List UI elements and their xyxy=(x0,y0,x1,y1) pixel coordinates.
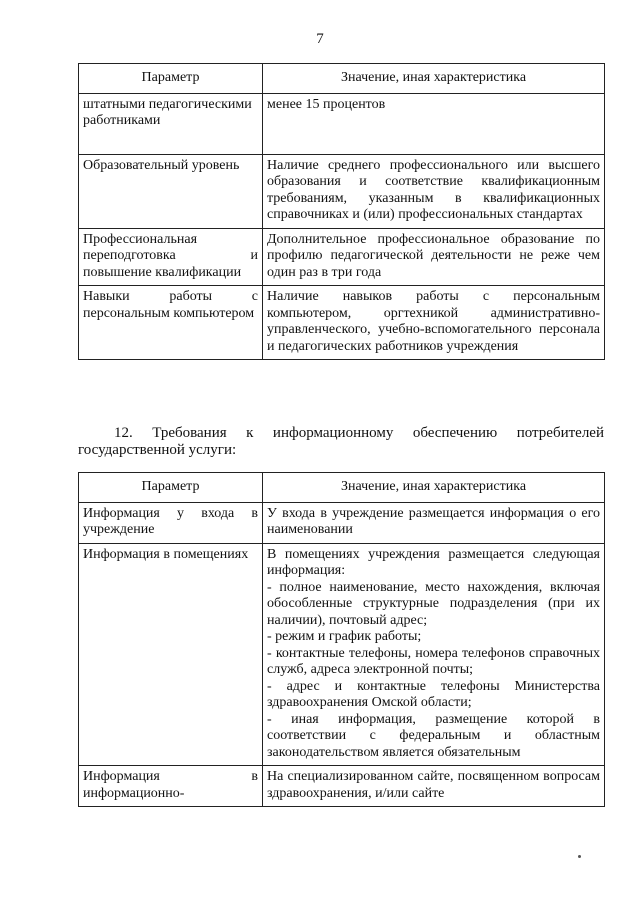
value-cell: На специализированном сайте, посвященном вопросам здравоохранения, и/или сайте xyxy=(263,766,605,807)
section-heading xyxy=(78,425,604,459)
value-cell: менее 15 процентов xyxy=(263,93,605,154)
value-cell xyxy=(263,543,605,766)
param-cell: Профессиональная переподготовка и повышение квалификации xyxy=(79,228,263,286)
page-number: 7 xyxy=(316,31,324,47)
value-line: В помещениях учреждения размещается следующая информация: xyxy=(267,546,600,578)
param-cell: штатными педагогическими работниками xyxy=(79,93,263,154)
value-line: - режим и график работы; xyxy=(267,629,422,644)
scan-dot xyxy=(578,855,581,858)
section-heading-line2: государственной услуги: xyxy=(78,442,237,458)
table-row xyxy=(79,286,605,360)
table-row xyxy=(79,766,605,807)
header-value: Значение, иная характеристика xyxy=(263,473,605,503)
header-param: Параметр xyxy=(79,64,263,94)
value-cell: Наличие среднего профессионального или высшего образования и соответствие квалификационным требованиям, указанным в квалификационных справочниках и (или) профессиональных стандартах xyxy=(263,154,605,228)
table-header-row xyxy=(79,473,605,503)
section-heading-line1: 12. Требования к информационному обеспечению потребителей xyxy=(114,425,604,441)
value-line: - контактные телефоны, номера телефонов справочных служб, адреса электронной почты; xyxy=(267,645,600,677)
table-row xyxy=(79,502,605,543)
value-cell: У входа в учреждение размещается информация о его наименовании xyxy=(263,502,605,543)
value-cell: Дополнительное профессиональное образование по профилю педагогической деятельности не реже чем один раз в три года xyxy=(263,228,605,286)
information-requirements-table xyxy=(78,472,605,807)
value-line: - полное наименование, место нахождения, включая обособленные структурные подразделения (при их наличии), почтовый адрес; xyxy=(267,579,600,628)
param-cell: Образовательный уровень xyxy=(79,154,263,228)
header-value: Значение, иная характеристика xyxy=(263,64,605,94)
value-line: - иная информация, размещение которой в соответствии с федеральным и областным законодательством является обязательным xyxy=(267,711,600,760)
value-line: - адрес и контактные телефоны Министерства здравоохранения Омской области; xyxy=(267,678,600,710)
table-row xyxy=(79,154,605,228)
header-param: Параметр xyxy=(79,473,263,503)
value-cell: Наличие навыков работы с персональным компьютером, оргтехникой административно-управленческого, учебно-вспомогательного персонала и педагогических работников учреждения xyxy=(263,286,605,360)
table-row xyxy=(79,543,605,766)
table-row xyxy=(79,93,605,154)
param-cell: Информация в информационно- xyxy=(79,766,263,807)
param-cell: Информация у входа в учреждение xyxy=(79,502,263,543)
param-cell: Информация в помещениях xyxy=(79,543,263,766)
param-cell: Навыки работы с персональным компьютером xyxy=(79,286,263,360)
table-row xyxy=(79,228,605,286)
parameters-table xyxy=(78,63,605,360)
table-header-row xyxy=(79,64,605,94)
